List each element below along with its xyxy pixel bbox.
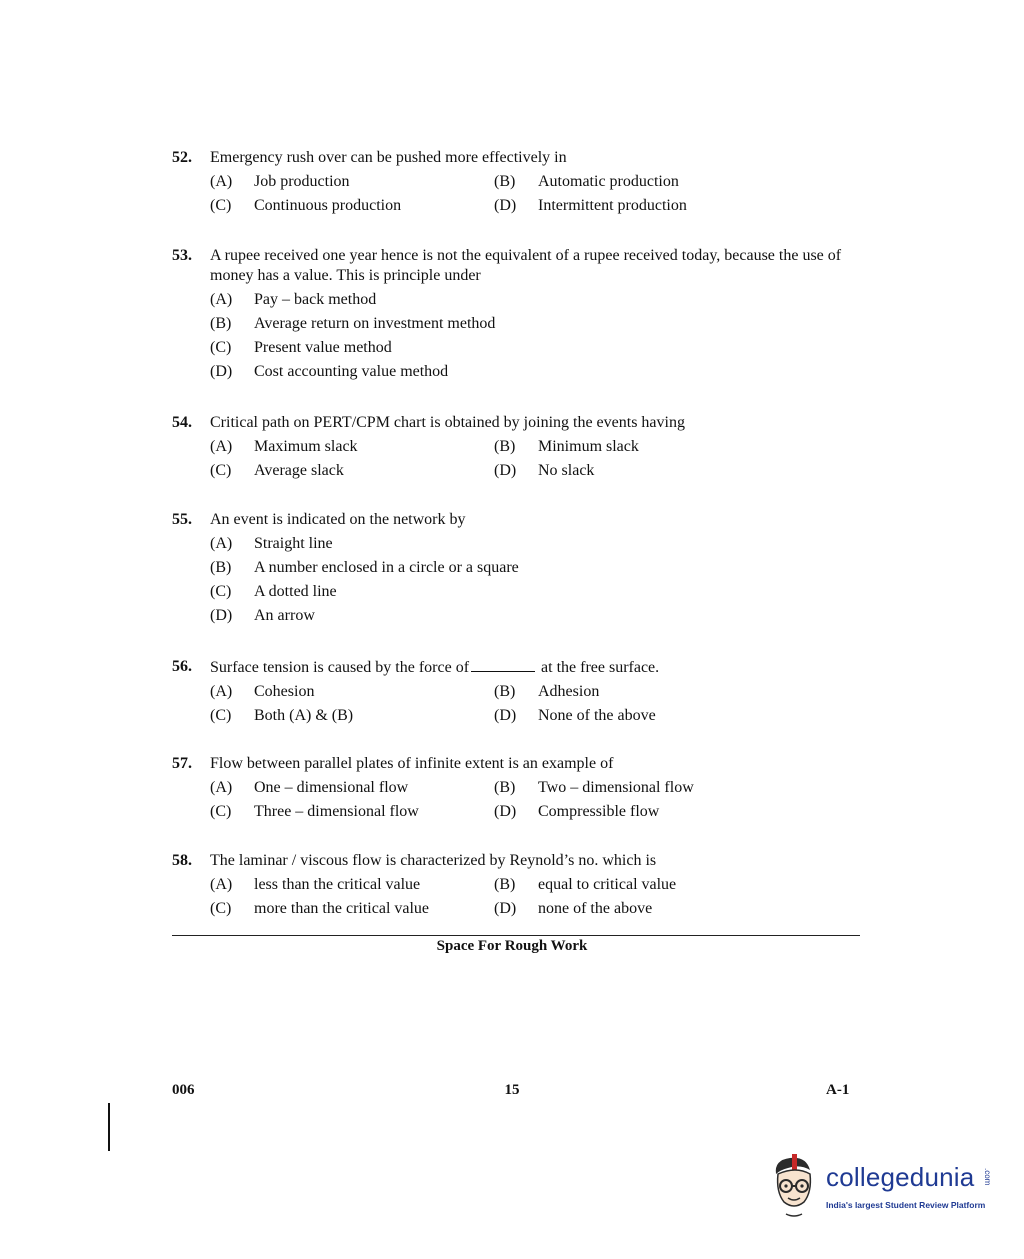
question-52 (172, 148, 862, 220)
footer-series: A-1 (826, 1082, 850, 1098)
question-53 (172, 246, 862, 386)
question-55 (172, 510, 862, 630)
mascot-icon (766, 1152, 822, 1222)
question-header (172, 754, 862, 774)
question-text: Critical path on PERT/CPM chart is obtained by joining the events having (210, 414, 685, 431)
question-header (172, 510, 862, 530)
option-c: (C) Continuous production (210, 197, 402, 214)
page-number: 15 (504, 1082, 520, 1098)
footer-code: 006 (172, 1082, 195, 1098)
option-c: (C) Average slack (210, 462, 344, 479)
option-a: (A) One – dimensional flow (210, 779, 409, 796)
option-a: (A) Straight line (210, 535, 333, 552)
option-c: (C) Present value method (210, 339, 392, 356)
brand-tagline: India's largest Student Review Platform (826, 1200, 986, 1210)
option-b: (B) equal to critical value (494, 876, 677, 893)
option-b: (B) Automatic production (494, 173, 679, 190)
margin-mark (108, 1103, 110, 1151)
question-number: 57. (172, 755, 192, 772)
option-d: (D) No slack (494, 462, 595, 479)
brand-suffix: .com (983, 1168, 992, 1186)
question-header (172, 413, 862, 433)
question-56 (172, 657, 862, 730)
rough-work-label: Space For Rough Work (436, 938, 588, 954)
rough-work-divider (172, 935, 860, 936)
option-a: (A) Pay – back method (210, 291, 377, 308)
options (172, 172, 862, 220)
option-c: (C) more than the critical value (210, 900, 430, 917)
option-c: (C) A dotted line (210, 583, 337, 600)
question-number: 52. (172, 149, 192, 166)
option-d: (D) An arrow (210, 607, 315, 624)
question-header (172, 657, 862, 678)
option-c: (C) Three – dimensional flow (210, 803, 419, 820)
question-header (172, 148, 862, 168)
question-header (172, 851, 862, 871)
option-a: (A) Cohesion (210, 683, 315, 700)
question-number: 58. (172, 852, 192, 869)
options (172, 290, 862, 386)
question-text: A rupee received one year hence is not the equivalent of a rupee received today, because the use of money has a value. This is principle under (210, 247, 842, 284)
option-c: (C) Both (A) & (B) (210, 707, 354, 724)
option-b: (B) Adhesion (494, 683, 600, 700)
options (172, 875, 862, 923)
options (172, 778, 862, 826)
question-text: Surface tension is caused by the force of at the free surface. (210, 659, 660, 676)
option-d: (D) Compressible flow (494, 803, 660, 820)
question-number: 55. (172, 511, 192, 528)
question-number: 53. (172, 247, 192, 264)
question-57 (172, 754, 862, 826)
question-text: The laminar / viscous flow is characterized by Reynold’s no. which is (210, 852, 657, 869)
question-number: 54. (172, 414, 192, 431)
option-a: (A) Job production (210, 173, 350, 190)
question-text: Emergency rush over can be pushed more effectively in (210, 149, 567, 166)
option-a: (A) Maximum slack (210, 438, 358, 455)
question-58 (172, 851, 862, 923)
option-d: (D) Intermittent production (494, 197, 687, 214)
option-d: (D) none of the above (494, 900, 653, 917)
option-b: (B) Minimum slack (494, 438, 639, 455)
option-a: (A) less than the critical value (210, 876, 421, 893)
brand-name: collegedunia (826, 1162, 975, 1192)
option-b: (B) Two – dimensional flow (494, 779, 694, 796)
question-number: 56. (172, 658, 192, 675)
question-header (172, 246, 862, 286)
option-d: (D) Cost accounting value method (210, 363, 449, 380)
question-54 (172, 413, 862, 485)
options (172, 534, 862, 630)
question-text: An event is indicated on the network by (210, 511, 466, 528)
option-b: (B) A number enclosed in a circle or a square (210, 559, 519, 576)
option-b: (B) Average return on investment method (210, 315, 496, 332)
option-d: (D) None of the above (494, 707, 656, 724)
question-text: Flow between parallel plates of infinite extent is an example of (210, 755, 614, 772)
options (172, 437, 862, 485)
options (172, 682, 862, 730)
collegedunia-watermark (766, 1152, 998, 1224)
answer-blank (471, 657, 535, 672)
